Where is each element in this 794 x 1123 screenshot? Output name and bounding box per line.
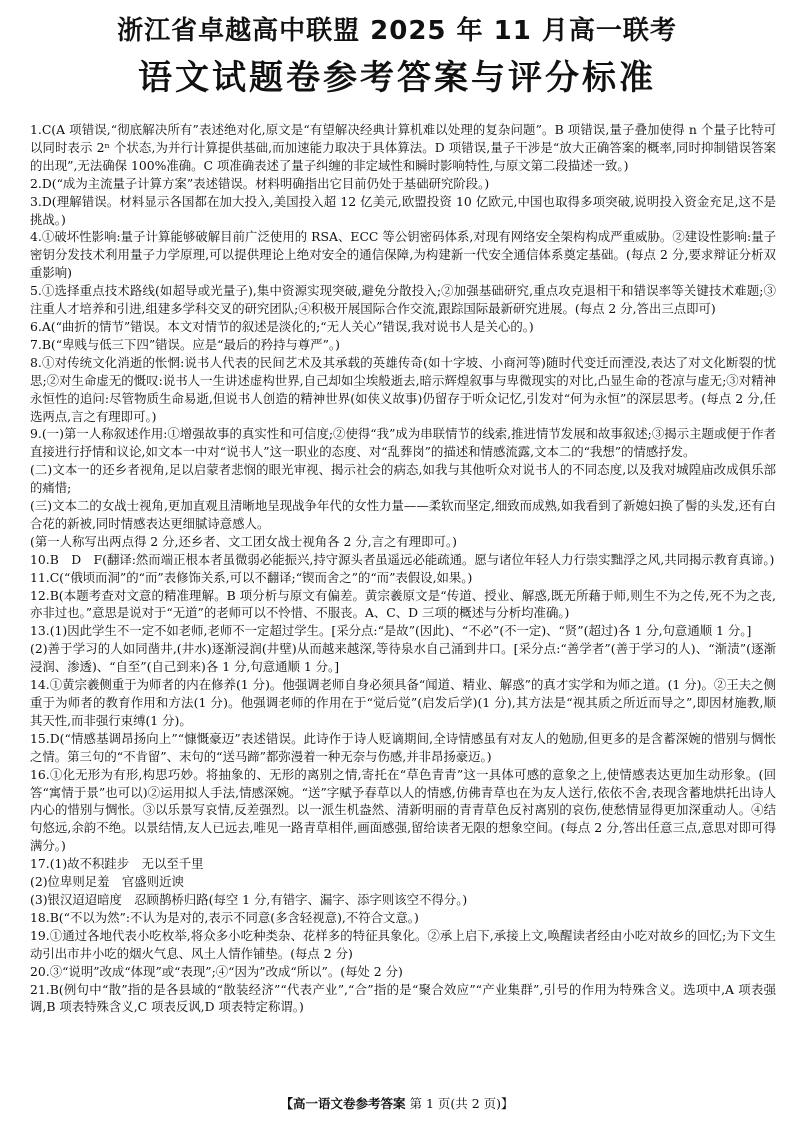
footer-page-number: 第 1 页(共 2 页)】 (409, 1096, 514, 1111)
answer-item-20: 20.③“说明”改成“体现”或“表现”;④“因为”改成“所以”。(每处 2 分) (30, 963, 403, 979)
answer-item-7: 7.B(“卑贱与低三下四”错误。应是“最后的矜持与尊严”。) (30, 336, 340, 352)
answer-item-18: 18.B(“不以为然”:不认为是对的,表示不同意(多含轻视意),不符合文意。) (30, 909, 419, 925)
answer-item-6: 6.A(“曲折的情节”错误。本文对情节的叙述是淡化的;“无人关心”错误,我对说书人是关心的。) (30, 318, 534, 334)
answer-item-14: 14.①黄宗羲侧重于为师者的内在修养(1 分)。他强调老师自身必须具备“闻道、精业、解惑”的真才实学和为师之道。(1 分)。②王夫之侧重于为师者的教育作用和方法(1 分)。他强调老师的作用在于“觉后觉”(启发后学)(1 分),其方法是“视其质之所近而导之”,即因材施教,顺其天性,而非强行束缚(1 分)。 (30, 677, 776, 728)
answer-item-4: 4.①破坏性影响:量子计算能够破解目前广泛使用的 RSA、ECC 等公钥密码体系,对现有网络安全架构构成严重威胁。②建设性影响:量子密钥分发技术利用量子力学原理,可以提供理论上绝对安全的通信保障,为构建新一代安全通信体系奠定基础。(每点 2 分,要求辩证分析双重影响) (30, 229, 776, 281)
footer-doc-title: 【高一语文卷参考答案 (280, 1096, 406, 1111)
answer-item-13: 13.(1)因此学生不一定不如老师,老师不一定超过学生。[采分点:“是故”(因此)、“不必”(不一定)、“贤”(超过)各 1 分,句意通顺 1 分。] (30, 623, 752, 639)
answer-item-9-part-2: (二)文本一的还乡者视角,足以启蒙者悲悯的眼光审视、揭示社会的病态,如我与其他听众对说书人的不同态度,以及我对城隍庙改成俱乐部的痛惜; (30, 462, 776, 496)
answer-item-2: 2.D(“成为主流量子计算方案”表述错误。材料明确指出它目前仍处于基础研究阶段。) (30, 175, 490, 191)
document-subtitle: 语文试题卷参考答案与评分标准 (138, 58, 656, 98)
answer-item-12: 12.B(本题考查对文意的精准理解。B 项分析与原文有偏差。黄宗羲原文是“传道、授业、解惑,既无所藉于师,则生不为之传,死不为之丧,亦非过也。”意思是说对于“无道”的老师可以不怜惜、不服丧。A、C、D 三项的概述与分析均准确。) (30, 587, 776, 621)
answer-item-9-scoring: (第一人称写出两点得 2 分,还乡者、文工团女战士视角各 2 分,言之有理即可。) (30, 533, 457, 549)
answer-item-9-part-3: (三)文本二的女战士视角,更加直观且清晰地呈现战争年代的女性力量——柔软而坚定,细致而成熟,如我看到了新媳妇换了髻的头发,还有白合花的新被,同时情感表达更细腻诗意感人。 (30, 498, 776, 531)
answer-item-17: 17.(1)故不积跬步 无以至千里 (30, 856, 204, 872)
answer-item-16: 16.①化无形为有形,构思巧妙。将抽象的、无形的离别之情,寄托在“草色青青”这一具体可感的意象之上,使情感表达更加生动形象。(回答“寓情于景”也可以)②运用拟人手法,情感深婉。“送”字赋予春草以人的情感,仿佛青草也在为友人送行,依依不舍,表现含蓄地烘托出诗人内心的惜别与惆怅。③以乐景写哀情,反差强烈。以一派生机盎然、清新明丽的青青草色反衬离别的哀伤,使愁情显得更加深重动人。④结句悠远,余韵不绝。以景结情,友人已远去,唯见一路青草相伴,画面感强,留给读者无限的想象空间。(每点 2 分,答出任意三点,意思对即可得满分。) (30, 766, 776, 854)
answer-item-17-part-2: (2)位卑则足羞 官盛则近谀 (30, 874, 184, 890)
exam-title: 浙江省卓越高中联盟 2025 年 11 月高一联考 (117, 16, 677, 46)
answer-item-13-part-2: (2)善于学习的人如同凿井,(井水)逐渐浸润(井壁)从而越来越深,等待泉水自己涌到井口。[采分点:“善学者”(善于学习的人)、“渐渍”(逐渐浸润、渗透)、“自至”(自己到来)各 1 分,句意通顺 1 分。] (30, 641, 776, 675)
answer-item-1: 1.C(A 项错误,“彻底解决所有”表述绝对化,原文是“有望解决经典计算机难以处理的复杂问题”。B 项错误,量子叠加使得 n 个量子比特可以同时表示 2ⁿ 个状态,为并行计算提供基础,而加速能力取决于具体算法。D 项错误,量子干涉是“放大正确答案的概率,同时抑制错误答案的出现”,无法确保 100%准确。C 项准确表述了量子纠缠的非定域性和瞬时影响特性,与原文第二段描述一致。) (30, 122, 776, 173)
page-footer (0, 1096, 794, 1112)
answer-item-10: 10.B D F(翻译:然而端正根本者虽微弱必能振兴,持守源头者虽遥远必能疏通。愿与诸位年轻人力行崇实黜浮之风,共同揭示教育真谛。) (30, 551, 775, 567)
answer-item-5: 5.①选择重点技术路线(如超导或光量子),集中资源实现突破,避免分散投入;②加强基础研究,重点攻克退相干和错误率等关键技术难题;③注重人才培养和引进,组建多学科交叉的研究团队;④积极开展国际合作交流,跟踪国际最新研究进展。(每点 2 分,答出三点即可) (30, 283, 776, 317)
answer-item-21: 21.B(例句中“散”指的是各县域的“散装经济”“代表产业”,“合”指的是“聚合效应”“产业集群”,引号的作用为特殊含义。选项中,A 项表强调,B 项表特殊含义,C 项表反讽,D 项表特定称谓。) (30, 981, 776, 1015)
answer-item-11: 11.C(“俄顷而洞”的“而”表修饰关系,可以不翻译;“锲而舍之”的“而”表假设,如果。) (30, 569, 473, 585)
answer-item-9: 9.(一)第一人称叙述作用:①增强故事的真实性和可信度;②使得“我”成为串联情节的线索,推进情节发展和故事叙述;③揭示主题或便于作者直接进行抒情和议论,如文本一中对“说书人”这一职业的态度、对“乱葬岗”的描述和情感流露,文本二的“我想”的情感抒发。 (30, 426, 776, 460)
answer-item-3: 3.D(理解错误。材料显示各国都在加大投入,美国投入超 12 亿美元,欧盟投资 10 亿欧元,中国也取得多项突破,说明投入资金充足,这不是挑战。) (30, 193, 776, 227)
answer-item-19: 19.①通过各地代表小吃枚举,将众多小吃种类杂、花样多的特征具象化。②承上启下,承接上文,唤醒读者经由小吃对故乡的回忆;为下文生动引出市井小吃的烟火气息、风土人情作铺垫。(每点 2 分) (30, 927, 776, 961)
answer-item-17-part-3: (3)银汉迢迢暗度 忍顾鹊桥归路(每空 1 分,有错字、漏字、添字则该空不得分。) (30, 891, 468, 907)
answer-item-8: 8.①对传统文化消逝的怅惘:说书人代表的民间艺术及其承载的英雄传奇(如十字坡、小商河等)随时代变迁而湮没,表达了对文化断裂的忧思;②对生命虚无的慨叹:说书人一生讲述虚构世界,自己却如尘埃般逝去,暗示辉煌叙事与卑微现实的对比,凸显生命的苍凉与虚无;③对精神永恒性的追问:尽管物质生命易逝,但说书人创造的精神世界(如侠义故事)仍留存于听众记忆,引发对“何为永恒”的深层思考。(每点 2 分,任选两点,言之有理即可。) (30, 354, 776, 424)
answer-item-15: 15.D(“情感基调昂扬向上”“慷慨豪迈”表述错误。此诗作于诗人贬谪期间,全诗情感虽有对友人的勉励,但更多的是含蓄深婉的惜别与惆怅之情。第三句的“不肯留”、末句的“送马蹄”都弥漫着一种无奈与伤感,并非昂扬豪迈。) (30, 730, 776, 764)
answer-list (30, 121, 776, 1016)
